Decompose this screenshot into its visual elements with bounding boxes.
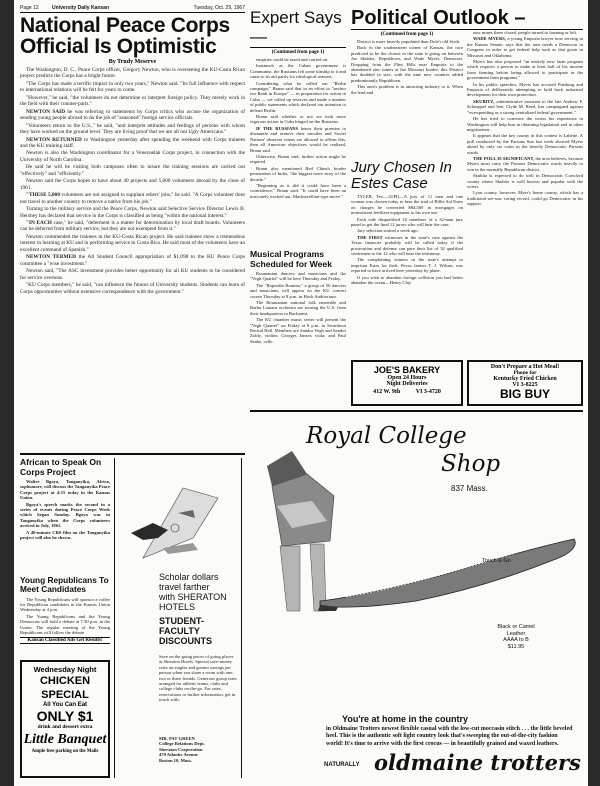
paragraph-text: the area believes, because Myers must carry the Parsons Democratic wards heavily to win in the normally Republican district. [467,155,583,172]
joes-bakery-ad [351,360,463,406]
ad-line: drink and dessert extra [37,724,93,730]
ad-line: Don't Prepare a Hot Meal! [490,364,560,370]
paragraph: Considering what he called our "Berlin campaign," Brann said that in an effort to "anchor our Bank in Europe" — in preparation for action in Cuba — we called up reserves and made a number of public statements which declared our intention to defend Berlin. [250,80,346,113]
yr-body [20,597,110,636]
paragraph: Otherwise, Brann said, further action might be required. [250,153,346,165]
paragraph: He said he will be visiting both campuses often to insure the training sessions are carried out "effectively" and "efficiently." [20,164,245,177]
paragraph: Newton commended the trainees in the KU-Costa Rican project. He said trainees show a tremendous interest in learning at KU and in performing service in Costa Rica. He said most of the volunteers have an excellent command of Spanish." [20,233,245,253]
political-body-2 [467,30,583,207]
yr-headline: Young Republicans To Meet Candidates [20,575,109,595]
paragraph: "Beginning as it did it could have been a coincidence," Brann said. "It could have been an intricately worked out, Machiavellian-type move." [250,182,346,199]
ad-tag: BIG BUY [499,387,550,401]
ad-line: All You Can Eat [42,702,88,708]
banquet-ad [20,660,110,778]
paragraph [20,220,245,233]
paragraph: Turning to the military service and the Peace Corps, Newton said Selective Service Director Lewis B. Hershey has declared that service in the Corps is classified as being "within the national interest." [20,206,245,219]
ad-street: 412 W. 9th [373,389,401,395]
ad-line: STUDENT- [159,616,204,626]
lead-in: WADE MYERS, [473,36,506,42]
paragraph [250,126,346,153]
paragraph: It appears that the key county in this contest is Labette. A poll conducted by the Parsons Sun last week showed Myers ahead by only six votes in the heavily Democratic Parsons wards. [467,133,583,155]
expert-body [250,57,346,199]
paragraph: zinc mines there closed, people turned to farming or left. [473,30,578,35]
paragraph [20,192,245,205]
shoe-illustration [316,531,578,611]
paragraph [351,235,463,257]
lead-in: SKUBITZ, [473,98,495,104]
political-article [351,8,583,30]
africa-body [20,479,110,540]
continued-note: (Continued from page 1) [271,50,325,55]
paragraph-text: a young Emporia lawyer now serving in the Kansas Senate, says that the area needs a Democrat in Congress in order to get federal help such as that given in Missouri and Oklahoma. [467,36,584,58]
ad-title: JOE'S BAKERY [373,365,441,375]
paragraph: TYLER, Tex.—(UPI)—A jury of 11 men and one woman was chosen today to hear the trial of Billie Sol Estes on charges he converted $84,500 in mortgages on nonexistent fertilizer equipment to his own use. [351,194,463,216]
paragraph: Skubitz is expected to do well in Democratic Crawford county where Skubitz is well known and popular with the voters. [467,173,583,189]
musical-body [250,271,346,344]
paragraph: "However," he said, "the volunteers do not determine or interpret foreign policy. They merely work in the field with their counter-parts." [20,94,245,108]
political-col-1 [351,32,463,96]
shoe-specs: Black or Camel Leather AAAA to B $11.95 [497,624,535,650]
paragraph: Roumanian dancers and musicians and the "Vegh Quartet" will be here Thursday and Friday. [250,271,346,282]
lead-in: THE POLL IS SIGNIFICANT, [473,155,535,161]
paragraph-text: he was referring to statements by Corps critics who accuse the organization of sending young people abroad to do the job of "seasoned" foreign service officials. [20,108,245,122]
paragraph [20,137,245,150]
paragraph: District is more heavily populated than Dole's old Sixth. [357,39,461,44]
paragraph: Newton is also the Washington coordinator for a Venezuelan Corps project, in connection with the University of North Carolina. [20,150,245,163]
paragraph: The Washington, D. C., Peace Corps officer, Gregory Newton, who is overseeing the KU-Costa Rican project predicts the Corps has a bright future. [20,67,245,80]
paragraph: The KU chamber music series will present the "Vegh Quartet" on Friday at 8 p.m. in Swarthout Recital Hall. Members are Sandor Vegh and Sandor Zoldy, violins; Georges Janzer, viola; and Paul Szabo, cello. [250,317,346,344]
expert-headline: Expert Says — [250,8,346,48]
ad-line: Wednesday Night [33,665,97,674]
paragraph: The "Rapsodia Romina," a group of 50 dancers and musicians, will appear on the KU concert course Thursday at 8 p.m. in Hoch Auditorium. [250,282,346,299]
ad-brand: Little Banquet [23,732,107,747]
musical-headline: Musical Programs Scheduled for Week [250,249,332,269]
lead-in: IF THE RUSSIANS [256,125,299,131]
paragraph [467,156,583,172]
ad-line: travel farther [159,582,210,592]
ad-line: with SHERATON [159,592,227,602]
section-rule [250,410,583,412]
paragraph: The Young Republicans will sponsor a coffee for Republican candidates in the Kansas Union Wednesday at 4 p.m. [20,596,110,613]
paragraph: Jury selection started a week ago. [357,228,419,234]
royal-college-ad [246,416,583,778]
paragraph [20,109,245,122]
ad-price: ONLY $1 [36,708,94,724]
brand-logo: oldmaine trotters [374,750,581,775]
political-col-2 [467,30,583,208]
masthead-rule [20,12,245,13]
sheraton-contact: MR. PAT GREEN College Relations Dept. Sheraton Corporation 470 Atlantic Avenue Boston 10, Mass. [159,736,205,763]
continued-note: (Continued from page 1) [380,32,434,37]
paragraph-text: honor their promise to dismantle and remove their missiles and Soviet Nations' observer teams are allowed to affirm this, then all American objectives would be realized, Brann said. [250,125,347,153]
yr-article [20,576,110,644]
classified-note: Kansan Classified Ads Get Results! [20,637,110,644]
ad-tagline: You're at home in the country [342,714,468,724]
paragraph: If you wish to abandon foreign collision you had better abandon the ocean—Henry Clay [351,274,463,286]
paragraph [20,254,245,267]
paragraph: The Young Republicans and the Young Democrats will hold a debate at 7:30 p.m. in the Union. The regular meeting of the Young Republicans will follow the debate. [20,613,110,636]
paragraph: Brann also mentioned Red China's border penetration of India, "the biggest news story of the decade." [250,165,346,182]
paragraph: Brann said whether or not we took more vigorous action in Cuba hinged on the Russians. [250,114,346,125]
sheraton-ad [114,458,242,778]
jury-article [351,160,463,287]
peace-corps-headline: National Peace Corps Official Is Optimistic [20,14,230,58]
section-rule [20,453,245,455]
travel-illustration [123,478,233,568]
africa-article [20,458,110,541]
paragraph: "The Corps has made a terrific impact in only two years," Newton said. "Its full influence with respect to international relations will be felt for years to come. [20,80,245,94]
peace-corps-byline: By Trudy Meserve [108,59,157,65]
paragraph: "Volunteers return to the U.S.," he said, "and interpret attitudes and feelings of persons with whom they have worked on the ground level. They are living proof that we are all not Ugly Americans." [20,122,245,136]
paper-name: University Daily Kansan [52,5,109,11]
ad-line: DISCOUNTS [159,636,213,646]
ad-line: Kentucky Fried Chicken [493,376,557,382]
ad-line: FACULTY [159,626,200,636]
shop-address: 837 Mass. [451,484,488,493]
paragraph: Bgoya's speech marks the second in a series of events during Peace Corps Week which began Sunday. Bgoya was in Tanganyika when the Corps volunteers arrived in July, 1961. [20,501,110,529]
lead-in: "IN EACH [26,219,52,226]
lead-in: NEWTON SAID [26,108,66,115]
jury-body [351,194,463,286]
paragraph: Myers has also proposed "an entirely new farm program which requires a person to make at least half of his income from farming before being allowed to participate in the government farm programs." [467,59,583,81]
paragraph-text: volunteers are not assigned to supplant others' jobs," he said. "A Corps volunteer does not travel to another country to remove a native from his job." [20,192,245,205]
musical-article [250,250,346,345]
ad-line: HOTELS [159,602,196,612]
ad-naturally: NATURALLY [324,762,360,768]
paragraph: Newton said the Corps hopes to have about 40 projects and 5,000 volunteers abroad by the close of 1961. [20,178,245,191]
kfc-ad [467,360,583,406]
paragraph-text: case," he said, "deferment is a matter for determination by local draft boards. Volunteers can be deferred from military service, but they are not exempted from it." [20,219,245,233]
paragraph: He has tried to convince the voters his experience in Washington will help him in obtaining legislation and in other negotiations. [467,116,583,132]
paragraph: A 40-minute CBS film on the Tanganyika project will also be shown. [20,529,110,541]
political-headline: Political Outlook – [351,8,583,30]
ad-phone: VI 3-4720 [415,389,441,395]
paragraph: In his public speeches, Myers has accused Pittsburg and Emporia of deliberately attempting to hold back industrial development for their own protection. [467,81,583,98]
newspaper-page [14,0,588,786]
discount-headline [159,616,239,646]
lead-in: THE FIRST [357,234,383,240]
paragraph: Inasmuch as the Cuban government is Communist, the Russians felt some kinship to it and came to its aid partly for ideological reasons. [250,63,346,80]
ad-line: Ample free parking on the Malls [31,749,99,754]
paragraph: Back in the southeastern corner of Kansas, the race predicted to be the closest in the state is going on between Joe Skubitz, Republican, and Wade Myers, Democrat. Dropping from the Flint Hills near Emporia to the abandoned zinc mines at the Missouri border, this District has doubled in size, with the nine new counties added predominantly Republican. [351,45,463,83]
ad-address [353,389,461,395]
paragraph: The complaining witness in the state's attempt to imprison Estes for theft, Pecos farmer T. J. Wilson, was reported to have arrived here yesterday by plane. [351,257,463,274]
ad-line: Scholar dollars [159,572,219,582]
paragraph: "KU Corps members," he said, "can influence the futures of University students. Students can learn of Corps opportunities without extensive correspondence with the government." [20,282,245,295]
paragraph: The Roumanian national folk ensemble and Barbu Lautaru orchestra are touring the U.S. from their headquarters in Bucharest. [250,300,346,316]
paragraph-text: witnesses in the state's case against the Texas financier probably will be called today if the prosecution and defense can pare their list of 32 qualified veniremen to the 12 who will hear the testimony. [351,234,463,257]
masthead [20,5,245,11]
ad-line: Open 24 Hours [387,375,427,381]
lead-in: NEWTON TERMED [26,254,76,261]
paragraph-text: to Washington yesterday after spending the weekend with Corps trainees and the KU training staff. [20,136,246,149]
shoe-model: Touch & Go [482,558,511,564]
paragraph [467,36,583,58]
ad-phone: VI 3-8225 [512,382,538,388]
paragraph: Walter Bgoya, Tanganyika, Africa, sophomore, will discuss the Tanganyika Peace Corps project at 4:15 today in the Kansas Union. [20,479,110,501]
sheraton-body: Save on the going prices of going places at Sheraton Hotels. Special save-money rates on singles and greater savings per person when you share a room with one, two or three friends. Generous group rates arranged for athletic teams, clubs and college clubs on-the-go. For rates, reservations or further information, get in touch with: [159,654,237,703]
sheraton-headline [159,572,239,612]
expert-article [250,8,346,200]
lead-in: "THESE 5,000 [26,192,60,199]
jury-headline: Jury Chosen In Estes Case [351,159,452,192]
paragraph: Newton said, "The ASC investment provides better opportunity for all KU students to be considered for service overseas. [20,268,245,281]
paragraph [467,99,583,115]
peace-corps-article [20,15,245,296]
shop-name: Royal College [306,423,467,449]
paragraph: Each side disqualified 10 members of a 32-man jury panel to get the final 12 jurors who will hear the case. [351,216,463,228]
peace-corps-body [20,67,245,295]
ad-line: Night Deliveries [386,381,428,387]
page-number: Page 12 [20,5,39,11]
paragraph: emptries could be taxed and carried on. [256,57,329,62]
paragraph: Lyon county, however, Myer's home county, which has a traditional see-saw voting record, could go Democratic in his support. [467,190,583,207]
ad-headline: CHICKEN SPECIAL [39,675,91,701]
africa-headline: African to Speak On Corps Project [20,457,102,477]
ad-line: Phone for [513,370,537,376]
paragraph-text: administrative assistant to the late Andrew F. Schoeppel and Sen. Clyde M. Reed, has campaigned against "overspending as a strong centralized federal government." [467,98,583,115]
issue-date: Tuesday, Oct. 29, 1967 [193,5,245,11]
paragraph-text: the All Student Council appropriation of $1,098 to the KU Peace Corps committee a "wise investment." [20,254,246,267]
shop-name-2: Shop [441,451,501,477]
political-body-1 [351,39,463,95]
lead-in: NEWTON RETURNED [26,136,82,143]
paragraph: This area's problem is in attracting industry to it. When the lead and [351,84,463,95]
ad-body: in Oldmaine Trotters newest flexible casual with the low-cut moccasin stitch . . . the little beveled heel. This is the authentic soft light country look that's sweeping the out-of-the-city fashion world! It's time to arrive with the first crocus — in beautifully grained and waxed leathers. [326,726,573,747]
